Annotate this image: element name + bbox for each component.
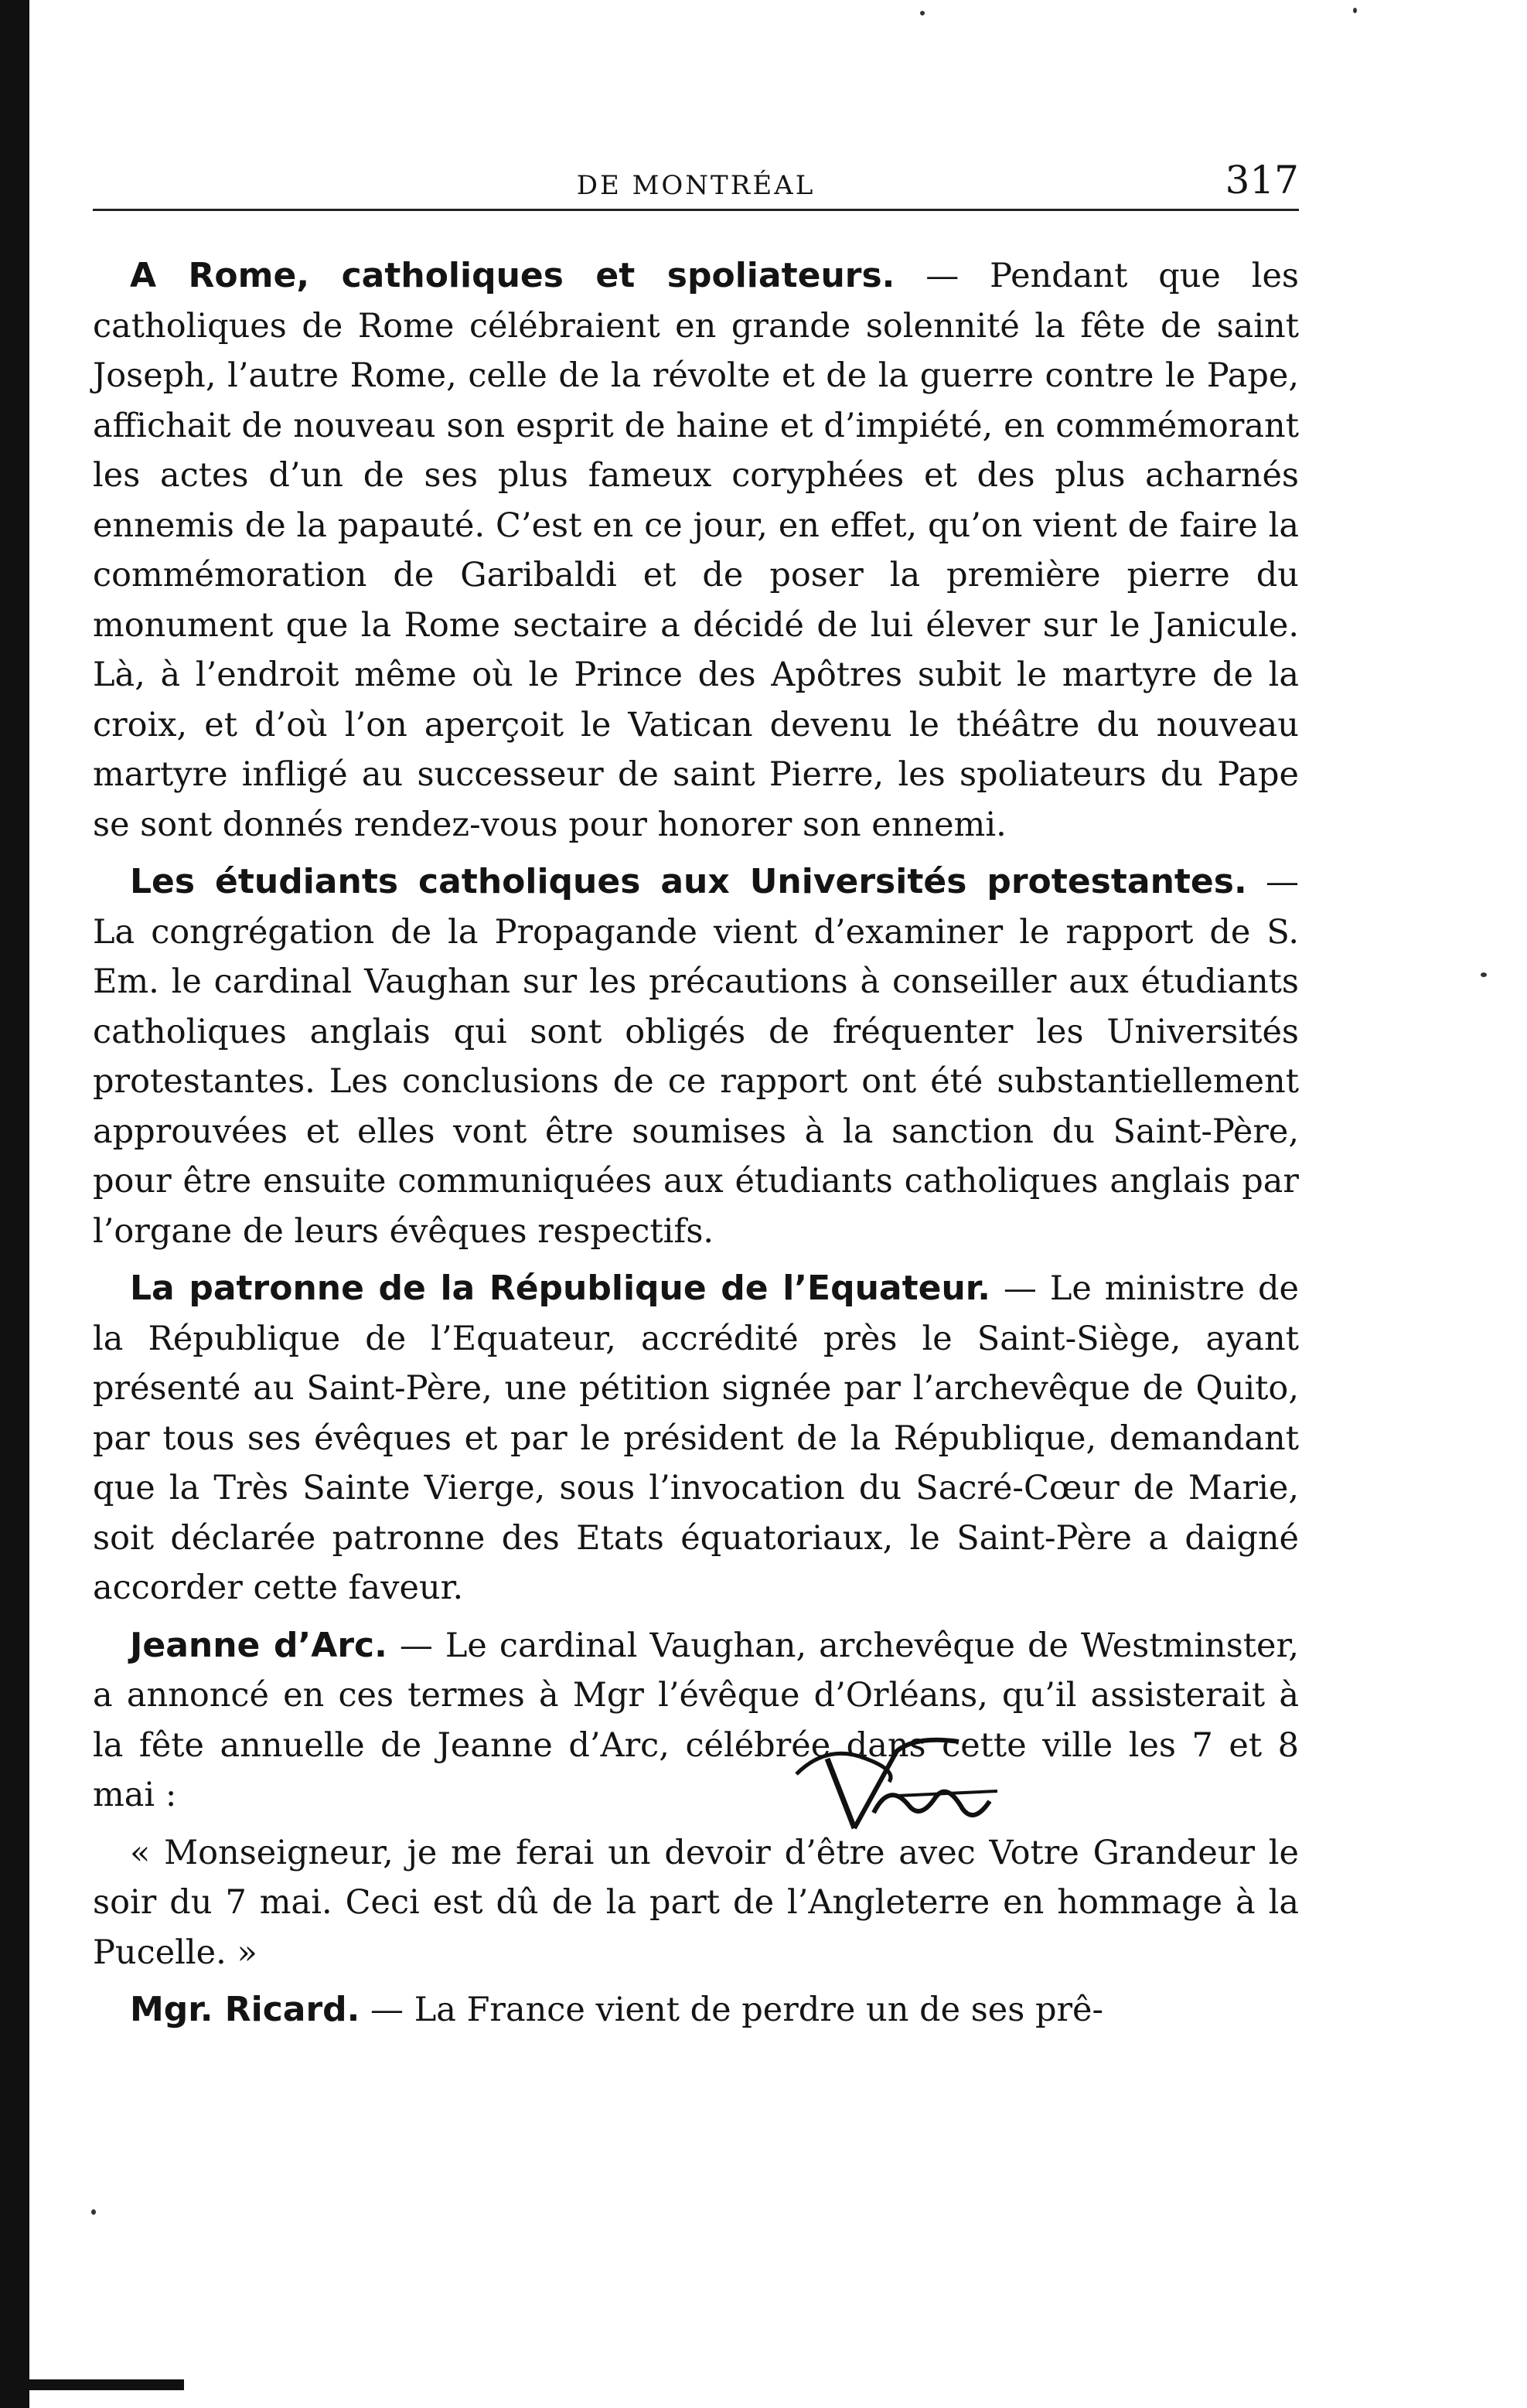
paragraph-text: — La congrégation de la Propagande vient d’examiner le rapport de S. Em. le cardinal Vaughan sur les précautions à conseiller aux étudiants catholiques anglais qui sont obligés de fréquenter les Universités protestantes. Les conclusions de ce rapport ont été substantiellement approuvées et elles vont être soumises à la sanction du Saint-Père, pour être ensuite communiquées aux étudiants catholiques anglais par l’organe de leurs évêques respectifs. — [93, 863, 1299, 1251]
paragraph-text: — Le ministre de la République de l’Equateur, accrédité près le Saint-Siège, ayant présenté au Saint-Père, une pétition signée par l’archevêque de Quito, par tous ses évêques et par le président de la République, demandant que la Très Sainte Vierge, sous l’invocation du Sacré-Cœur de Marie, soit déclarée patronne des Etats équatoriaux, le Saint-Père a daigné accorder cette faveur. — [93, 1269, 1299, 1607]
paragraph-ricard — [93, 1985, 1299, 2035]
handwritten-signature — [781, 1728, 1013, 1844]
scan-border-bottom — [29, 2379, 184, 2390]
paragraph-text: — Le cardinal Vaughan, archevêque de Westminster, a annoncé en ces termes à Mgr l’évêque d’Orléans, qu’il assisterait à la fête annuelle de Jeanne d’Arc, célébrée dans cette ville les 7 et 8 mai : — [93, 1626, 1299, 1814]
paragraph-heading: A Rome, catholiques et spoliateurs. — [130, 256, 895, 295]
running-header — [93, 147, 1299, 211]
paragraph-rome — [93, 251, 1299, 850]
book-page — [93, 147, 1299, 2043]
paragraph-ecuador — [93, 1264, 1299, 1613]
paragraph-heading: La patronne de la République de l’Equateur. — [130, 1269, 990, 1308]
paragraph-students — [93, 857, 1299, 1256]
page-number: 317 — [1225, 158, 1299, 203]
scan-speck — [1353, 8, 1357, 13]
scan-speck — [1481, 972, 1487, 977]
quoted-letter — [93, 1828, 1299, 1978]
paragraph-text: — Pendant que les catholiques de Rome célébraient en grande solennité la fête de saint Joseph, l’autre Rome, celle de la révolte et de la guerre contre le Pape, affichait de nouveau son esprit de haine et d’impiété, en commémorant les actes d’un de ses plus fameux coryphées et des plus acharnés ennemis de la papauté. C’est en ce jour, en effet, qu’on vient de faire la commémoration de Garibaldi et de poser la première pierre du monument que la Rome sectaire a décidé de lui élever sur le Janicule. Là, à l’endroit même où le Prince des Apôtres subit le martyre de la croix, et d’où l’on aperçoit le Vatican devenu le théâtre du nouveau martyre infligé au successeur de saint Pierre, les spoliateurs du Pape se sont donnés rendez-vous pour honorer son ennemi. — [93, 257, 1299, 844]
paragraph-text: — La France vient de perdre un de ses prê- — [360, 1991, 1104, 2029]
scan-border-left — [0, 0, 29, 2408]
paragraph-heading: Mgr. Ricard. — [130, 1990, 360, 2029]
quote-text: « Monseigneur, je me ferai un devoir d’être avec Votre Grandeur le soir du 7 mai. Ceci est dû de la part de l’Angleterre en hommage à la Pucelle. » — [93, 1833, 1299, 1972]
scan-speck — [91, 2209, 96, 2215]
paragraph-heading: Jeanne d’Arc. — [130, 1625, 387, 1665]
running-title: DE MONTRÉAL — [576, 170, 816, 201]
paragraph-jeanne-darc — [93, 1621, 1299, 1820]
paragraph-heading: Les étudiants catholiques aux Universités protestantes. — [130, 862, 1247, 901]
body-text — [93, 251, 1299, 2035]
scan-speck — [920, 11, 925, 15]
